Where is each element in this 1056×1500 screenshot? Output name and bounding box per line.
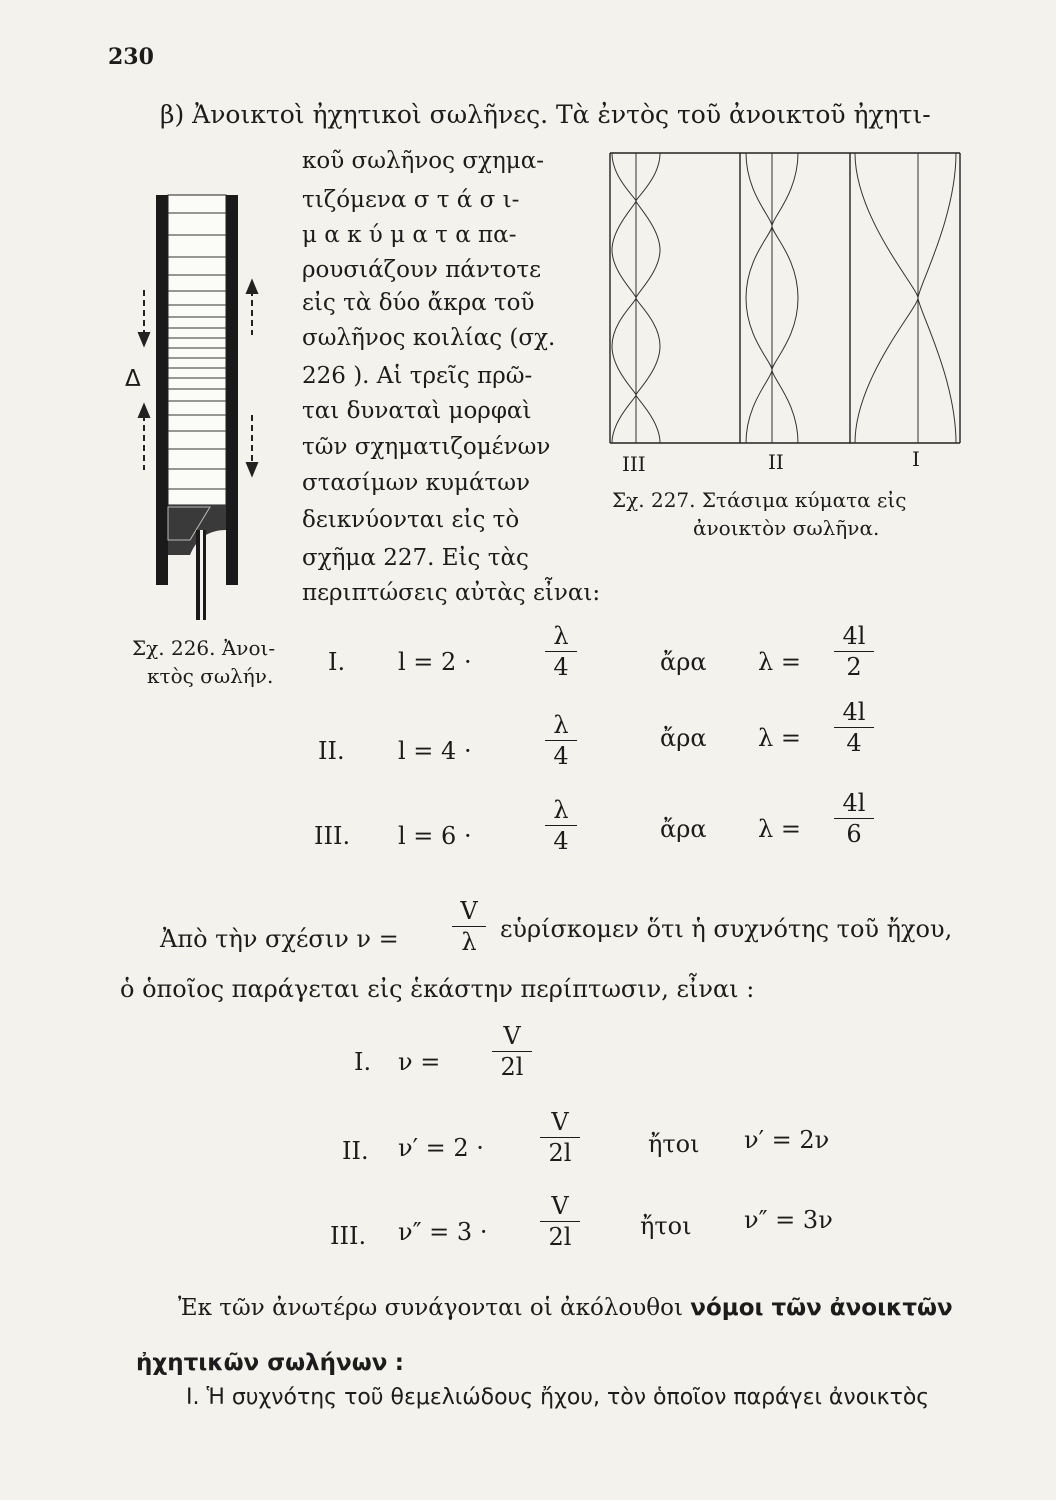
formula-word: ἄρα bbox=[660, 815, 707, 843]
figure-227-label-II: II bbox=[768, 450, 784, 474]
fraction: λ 4 bbox=[545, 622, 577, 681]
intro-line: δεικνύονται εἰς τὸ bbox=[302, 507, 520, 533]
relation-text: ὁ ὁποῖος παράγεται εἰς ἑκάστην περίπτωσιν, εἶναι : bbox=[120, 975, 755, 1003]
formula-lhs: ν″ = 3 · bbox=[398, 1218, 488, 1246]
formula-result: λ = bbox=[758, 648, 801, 676]
case-label: II. bbox=[342, 1137, 369, 1165]
figure-227-caption: ἀνοικτὸν σωλῆνα. bbox=[693, 516, 880, 540]
intro-line: μ α κ ύ μ α τ α πα- bbox=[302, 222, 517, 248]
intro-line: 226 ). Αἱ τρεῖς πρῶ- bbox=[302, 363, 533, 389]
intro-line: σχῆμα 227. Εἰς τὰς bbox=[302, 545, 529, 571]
formula-lhs: l = 4 · bbox=[398, 737, 472, 765]
fraction: V λ bbox=[452, 897, 486, 956]
fraction: λ 4 bbox=[545, 796, 577, 855]
intro-line: ρουσιάζουν πάντοτε bbox=[302, 257, 542, 283]
formula-word: ἤτοι bbox=[640, 1212, 692, 1240]
law-1: Ι. Ἡ συχνότης τοῦ θεμελιώδους ἤχου, τὸν ὁποῖον παράγει ἀνοικτὸς bbox=[186, 1385, 930, 1410]
section-heading: β) Ἀνοικτοὶ ἠχητικοὶ σωλῆνες. Τὰ ἐντὸς τοῦ ἀνοικτοῦ ἠχητι- bbox=[160, 100, 931, 129]
case-label: III. bbox=[330, 1222, 367, 1250]
formula-lhs: l = 6 · bbox=[398, 822, 472, 850]
formula-result: ν′ = 2ν bbox=[744, 1126, 830, 1154]
intro-line: ται δυναταὶ μορφαὶ bbox=[302, 398, 532, 424]
fraction: V 2l bbox=[540, 1192, 580, 1251]
formula-result: λ = bbox=[758, 724, 801, 752]
formula-word: ἄρα bbox=[660, 648, 707, 676]
relation-text: Ἀπὸ τὴν σχέσιν ν = bbox=[160, 925, 399, 953]
fraction: 4l 4 bbox=[834, 698, 874, 757]
formula-lhs: l = 2 · bbox=[398, 648, 472, 676]
figure-226-caption: Σχ. 226. Ἀνοι- bbox=[132, 636, 276, 660]
laws-title: νόμοι τῶν ἀνοικτῶν bbox=[690, 1295, 953, 1321]
figure-227-label-III: III bbox=[622, 452, 646, 476]
intro-line: τιζόμενα σ τ ά σ ι- bbox=[302, 187, 520, 213]
formula-lhs: ν′ = 2 · bbox=[398, 1134, 484, 1162]
intro-line: στασίμων κυμάτων bbox=[302, 470, 530, 496]
formula-lhs: ν = bbox=[398, 1048, 441, 1076]
intro-line: σωλῆνος κοιλίας (σχ. bbox=[302, 325, 556, 351]
case-label: I. bbox=[328, 648, 346, 676]
figure-227-caption: Σχ. 227. Στάσιμα κύματα εἰς bbox=[612, 488, 907, 512]
case-label: I. bbox=[354, 1048, 372, 1076]
formula-result: ν″ = 3ν bbox=[744, 1206, 833, 1234]
figure-227-label-I: I bbox=[912, 447, 920, 471]
case-label: II. bbox=[318, 737, 345, 765]
figure-226-delta-label: Δ bbox=[125, 366, 141, 392]
figure-226-caption: κτὸς σωλήν. bbox=[147, 664, 274, 688]
fraction: λ 4 bbox=[545, 711, 577, 770]
formula-result: λ = bbox=[758, 815, 801, 843]
intro-line: κοῦ σωλῆνος σχημα- bbox=[302, 148, 545, 174]
intro-line: εἰς τὰ δύο ἄκρα τοῦ bbox=[302, 290, 535, 316]
page-number: 230 bbox=[108, 44, 154, 70]
intro-line: τῶν σχηματιζομένων bbox=[302, 434, 551, 460]
figure-226-open-pipe bbox=[130, 185, 280, 625]
fraction: V 2l bbox=[492, 1022, 532, 1081]
conclusion-text: ἠχητικῶν σωλήνων : bbox=[136, 1350, 404, 1376]
relation-text: εὑρίσκομεν ὅτι ἡ συχνότης τοῦ ἤχου, bbox=[500, 915, 953, 943]
formula-word: ἄρα bbox=[660, 724, 707, 752]
case-label: III. bbox=[314, 822, 351, 850]
figure-227-standing-waves bbox=[600, 148, 970, 453]
fraction: 4l 6 bbox=[834, 789, 874, 848]
conclusion-text: Ἐκ τῶν ἀνωτέρω συνάγονται οἱ ἀκόλουθοι νόμοι τῶν ἀνοικτῶν bbox=[178, 1295, 953, 1321]
fraction: V 2l bbox=[540, 1108, 580, 1167]
intro-line: περιπτώσεις αὐτὰς εἶναι: bbox=[302, 580, 601, 606]
formula-word: ἤτοι bbox=[648, 1130, 700, 1158]
laws-title: ἠχητικῶν σωλήνων bbox=[136, 1350, 388, 1376]
fraction: 4l 2 bbox=[834, 622, 874, 681]
